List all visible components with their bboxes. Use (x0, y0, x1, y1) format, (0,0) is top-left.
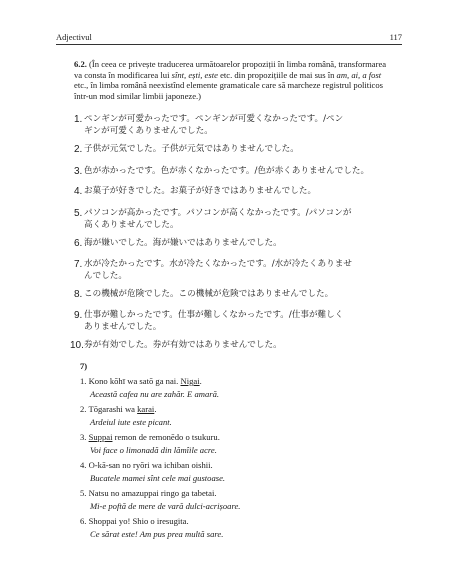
running-header (56, 29, 402, 45)
romaji-sentence (80, 432, 220, 442)
sentence-text: 2. Tōgarashi wa (80, 404, 138, 414)
romanian-translation: Bucatele mamei sînt cele mai gustoase. (90, 473, 226, 483)
item-number: 2. (74, 144, 83, 155)
item-line: 水が冷たかったです。水が冷たくなかったです。/水が冷たくありませ (84, 259, 352, 269)
header-rule (56, 44, 402, 45)
romaji-sentence (80, 376, 202, 386)
intro-italic-2: am, ai, a fost (336, 69, 382, 80)
item-line-continued: ありませんでした。 (84, 322, 162, 332)
item-line: 色が赤かったです。色が赤くなかったです。/色が赤くありませんでした。 (84, 166, 370, 176)
item-number: 4. (74, 186, 83, 197)
chapter-title: Adjectivul (56, 32, 92, 42)
item-number: 9. (74, 310, 83, 321)
intro-italic-1: sînt, ești, este (171, 69, 218, 80)
item-line: ペンギンが可愛かったです。ペンギンが可愛くなかったです。/ペン (84, 114, 344, 124)
romanian-translation: Ardeiul iute este picant. (90, 417, 172, 427)
romaji-sentence: 6. Shoppai yo! Shio o iresugita. (80, 516, 189, 526)
section-label: 7) (80, 361, 88, 371)
item-number: 3. (74, 166, 83, 177)
sentence-text-end: . (154, 404, 157, 414)
romaji-sentence: 5. Natsu no amazuppai ringo ga tabetai. (80, 488, 217, 498)
item-number: 6. (74, 238, 83, 249)
item-number: 1. (74, 114, 83, 125)
intro-text-2: etc. din propozițiile de mai sus în (217, 69, 337, 80)
item-number: 8. (74, 289, 83, 300)
romaji-sentence: 4. O-kā-san no ryōri wa ichiban oishii. (80, 460, 213, 470)
page-number: 117 (389, 32, 402, 42)
item-line: この機械が危険でした。この機械が危険ではありませんでした。 (84, 289, 334, 299)
underlined-word: Suppai (88, 432, 113, 442)
romanian-translation: Mi-e poftă de mere de vară dulci-acrișoare. (90, 501, 241, 511)
item-line: 海が嫌いでした。海が嫌いではありませんでした。 (84, 238, 282, 248)
romanian-translation: Voi face o limonadă din lămîile acre. (90, 445, 217, 455)
item-number: 7. (74, 259, 83, 270)
underlined-word: karai (137, 404, 155, 414)
item-line: パソコンが高かったです。パソコンが高くなかったです。/パソコンが (84, 208, 352, 218)
sentence-text-end: remon de remonēdo o tsukuru. (112, 432, 220, 442)
exercise-number: 6.2. (74, 59, 87, 69)
romaji-sentence (80, 404, 156, 414)
item-line: 券が有効でした。券が有効ではありませんでした。 (84, 340, 282, 350)
item-number: 10. (70, 340, 84, 351)
item-line-continued: ギンが可愛くありませんでした。 (84, 126, 213, 136)
item-line-continued: んでした。 (84, 271, 127, 281)
romanian-translation: Ce sărat este! Am pus prea multă sare. (90, 529, 224, 539)
sentence-text: 3. (80, 432, 89, 442)
item-number: 5. (74, 208, 83, 219)
sentence-text-end: . (199, 376, 202, 386)
item-line-continued: 高くありませんでした。 (84, 220, 179, 230)
intro-text-1: (În ceea ce privește traducerea următoarelor propoziții în limba română, transformarea va consta în modificarea lui (74, 59, 387, 80)
underlined-word: Nigai (180, 376, 200, 386)
sentence-text: 1. Kono kōhī wa satō ga nai. (80, 376, 181, 386)
intro-text-3: etc., în limba română neexistînd elemente gramaticale care să marcheze registrul politicos într-un mod similar limbii japoneze.) (74, 80, 384, 101)
item-line: 仕事が難しかったです。仕事が難しくなかったです。/仕事が難しく (84, 310, 344, 320)
exercise-intro (74, 59, 396, 101)
item-line: 子供が元気でした。子供が元気ではありませんでした。 (84, 144, 299, 154)
romanian-translation: Această cafea nu are zahăr. E amară. (90, 389, 220, 399)
item-line: お菓子が好きでした。お菓子が好きではありませんでした。 (84, 186, 317, 196)
